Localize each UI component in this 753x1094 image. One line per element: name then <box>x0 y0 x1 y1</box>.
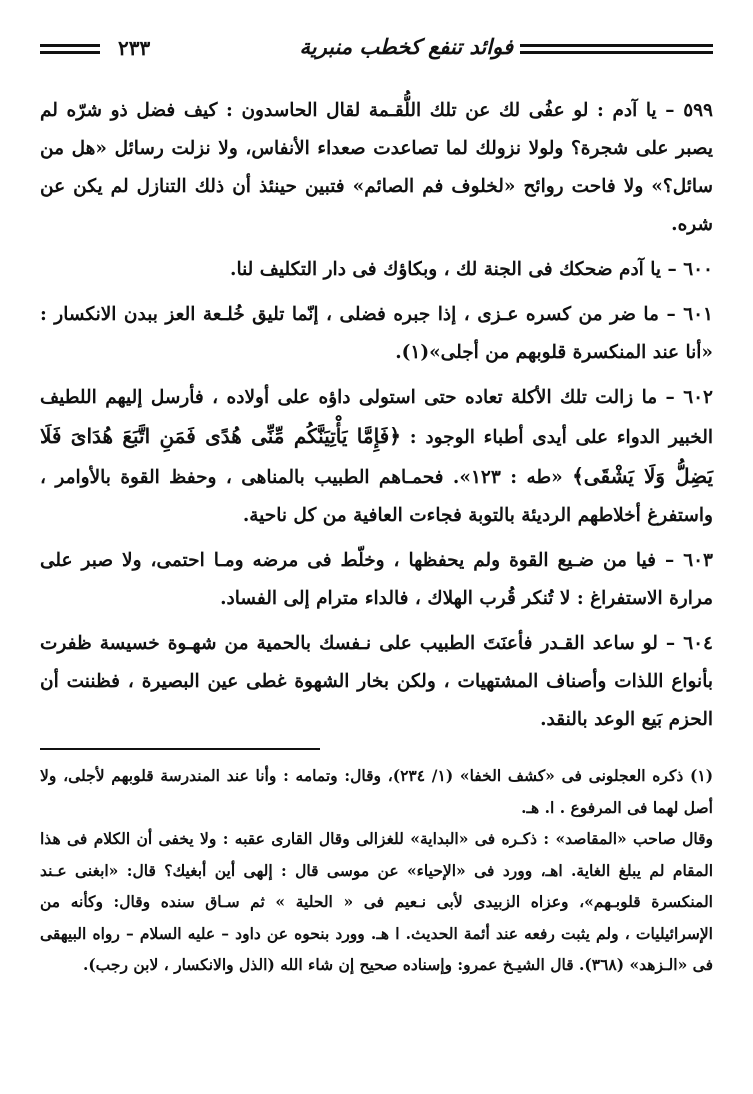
paragraph-number: ٦٠٠ <box>683 259 713 280</box>
paragraph-600 <box>40 251 713 289</box>
paragraph-text: – ما ضر من كسره عـزى ، إذا جبره فضلى ، إنّما تليق خُلـعة العز ببدن الانكسار : «أنا عند المنكسرة قلوبهم من أجلى»(١). <box>40 304 713 363</box>
paragraph-number: ٦٠١ <box>683 304 713 325</box>
paragraph-604 <box>40 625 713 739</box>
footnote-1-continued: وقال صاحب «المقاصد» : ذكـره فى «البداية» للغزالى وقال القارى عقبه : ولا يخفى أن الكلام فى هذا المقام لم يبلغ الغاية. اهـ، وورد فى «الإحياء» عن موسى قال : إلهى أين أبغيك؟ قال: «ابغنى عـند المنكسرة قلوبـهم»، وعزاه الزبيدى لأبى نـعيم فى « الحلية » ثم سـاق سنده وقال: وكأنه من الإسرائيليات ، ولم يثبت رفعه عند أئمة الحديث. ا هـ. وورد بنحوه عن داود – عليه السلام – رواه البيهقى فى «الـزهد» (٣٦٨). قال الشيـخ عمرو: وإسناده صحيح إن شاء الله (الذل والانكسار ، لابن رجب). <box>40 829 713 974</box>
quran-verse: ﴿فَإِمَّا يَأْتِيَنَّكُم مِّنِّى هُدًى فَمَنِ اتَّبَعَ هُدَاىَ فَلَا يَضِلُّ وَلَا يَشْقَى﴾ <box>40 424 714 488</box>
footnote-1: (١) ذكره العجلونى فى «كشف الخفا» (١/ ٢٣٤)، وقال: وتمامه : وأنا عند المندرسة قلوبهم لأجلى، ولا أصل لهما فى المرفوع . ا. هـ. <box>40 766 714 817</box>
running-header <box>40 28 713 72</box>
paragraph-number: ٦٠٣ <box>683 550 713 571</box>
paragraph-602 <box>40 379 713 535</box>
page-number: ٢٣٣ <box>118 36 151 60</box>
paragraph-number: ٦٠٢ <box>683 387 713 408</box>
paragraph-text: – فيا من ضـيع القوة ولم يحفظها ، وخلّط فى مرضه ومـا احتمى، ولا صبر على مرارة الاستفراغ : لا تُنكر قُرب الهلاك ، فالداء مترام إلى الفساد. <box>40 550 713 609</box>
header-rule-right <box>520 44 713 55</box>
paragraph-text: – لو ساعد القـدر فأعنَتَ الطبيب على نـفسك بالحمية من شهـوة خسيسة ظفرت بأنواع اللذات وأصناف المشتهيات ، ولكن بخار الشهوة غطى عين البصيرة ، فظننت أن الحزم بَيع الوعد بالنقد. <box>40 633 713 730</box>
paragraph-number: ٦٠٤ <box>683 633 713 654</box>
footnotes <box>40 760 713 981</box>
paragraph-603 <box>40 542 713 618</box>
footnote-separator <box>40 748 320 750</box>
paragraph-599 <box>40 92 713 244</box>
header-rule-left <box>40 44 100 55</box>
paragraph-text: – يا آدم ضحكك فى الجنة لك ، وبكاؤك فى دار التكليف لنا. <box>230 259 684 280</box>
paragraph-text-continued: «طه : ١٢٣». فحمـاهم الطبيب بالمناهى ، وحفظ القوة بالأوامر ، واستفرغ أخلاطهم الرديئة بالتوبة فجاءت العافية من كل ناحية. <box>40 467 713 526</box>
running-title: فوائد تنفع كخطب منبرية <box>299 34 513 59</box>
paragraph-text: – يا آدم : لو عفُى لك عن تلك اللُّقـمة لقال الحاسدون : كيف فضل ذو شرّه لم يصبر على شجرة؟ ولولا نزولك لما تصاعدت صعداء الأنفاس، ولا نزلت رسائل «هل من سائل؟» ولا فاحت روائح «لخلوف فم الصائم» فتبين حينئذ أن ذلك التنازل لم يكن عن شره. <box>40 100 713 235</box>
main-text <box>40 92 713 746</box>
paragraph-number: ٥٩٩ <box>683 100 713 121</box>
paragraph-text: – ما زالت تلك الأكلة تعاده حتى استولى داؤه على أولاده ، فأرسل إليهم اللطيف الخبير الدواء على أيدى أطباء الوجود : <box>40 387 713 448</box>
paragraph-601 <box>40 296 713 372</box>
